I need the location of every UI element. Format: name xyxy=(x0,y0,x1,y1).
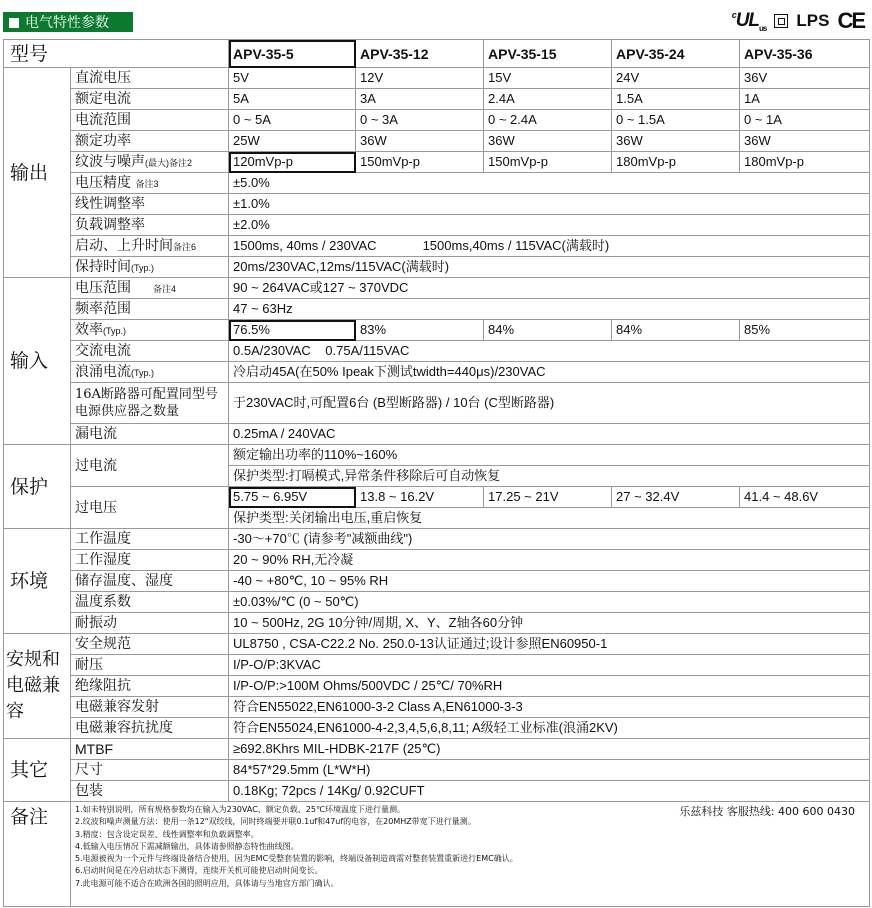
section-others: 其它 xyxy=(4,739,71,802)
cell-value: 36W xyxy=(612,131,740,152)
table-row xyxy=(4,257,870,278)
cell-value: 5.75 ~ 6.95V xyxy=(229,487,356,508)
cell-value: 0 ~ 1A xyxy=(740,110,870,131)
section-safety-emc: 安规和电磁兼容 xyxy=(4,634,71,739)
note-item: 5.电源被视为一个元件与终端设备结合使用，因为EMC受整套装置的影响，终端设备制造商需对整套装置重新进行EMC确认。 xyxy=(75,854,518,864)
table-row xyxy=(4,676,870,697)
row-label: 16A断路器可配置同型号电源供应器之数量 xyxy=(71,383,229,424)
table-row xyxy=(4,236,870,257)
table-row xyxy=(4,110,870,131)
cell-value: 符合EN55024,EN61000-4-2,3,4,5,6,8,11; A级轻工业标准(浪涌2KV) xyxy=(229,718,870,739)
cell-value: 0.25mA / 240VAC xyxy=(229,424,870,445)
cell-value: 5A xyxy=(229,89,356,110)
table-row xyxy=(4,341,870,362)
cell-value: 0.18Kg; 72pcs / 14Kg/ 0.92CUFT xyxy=(229,781,870,802)
cell-value: 冷启动45A(在50% Ipeak下测试twidth=440μs)/230VAC xyxy=(229,362,870,383)
cell-value: 于230VAC时,可配置6台 (B型断路器) / 10台 (C型断路器) xyxy=(229,383,870,424)
row-label: 工作温度 xyxy=(71,529,229,550)
cell-value: I/P-O/P:>100M Ohms/500VDC / 25℃/ 70%RH xyxy=(229,676,870,697)
table-row xyxy=(4,592,870,613)
cell-value: 84*57*29.5mm (L*W*H) xyxy=(229,760,870,781)
row-label: 电磁兼容抗扰度 xyxy=(71,718,229,739)
cell-value: 76.5% xyxy=(229,320,356,341)
cell-value: -40 ~ +80℃, 10 ~ 95% RH xyxy=(229,571,870,592)
section-title: 电气特性参数 xyxy=(25,14,109,30)
row-label: 储存温度、湿度 xyxy=(71,571,229,592)
table-row xyxy=(4,613,870,634)
cell-value: 1500ms, 40ms / 230VAC 1500ms,40ms / 115VAC(满载时) xyxy=(229,236,870,257)
row-label: 电压范围 备注4 xyxy=(71,278,229,299)
cell-value: 180mVp-p xyxy=(740,152,870,173)
table-row xyxy=(4,131,870,152)
cell-value: 27 ~ 32.4V xyxy=(612,487,740,508)
table-row xyxy=(4,655,870,676)
table-row xyxy=(4,194,870,215)
double-insulation-icon xyxy=(774,14,788,28)
cell-value: 150mVp-p xyxy=(484,152,612,173)
cell-value: 0.5A/230VAC 0.75A/115VAC xyxy=(229,341,870,362)
cell-value: 150mVp-p xyxy=(356,152,484,173)
cell-value: 5V xyxy=(229,68,356,89)
cell-value: ±1.0% xyxy=(229,194,870,215)
cell-value: 保护类型:打嗝模式,异常条件移除后可自动恢复 xyxy=(229,466,870,487)
model-row xyxy=(4,40,870,68)
note-item: 7.此电源可能不适合在欧洲各国的照明应用，具体请与当地官方部门确认。 xyxy=(75,878,339,888)
ce-logo: CE xyxy=(837,8,864,33)
row-label: 过电压 xyxy=(71,487,229,529)
table-row xyxy=(4,781,870,802)
square-icon xyxy=(9,18,19,28)
row-label: 直流电压 xyxy=(71,68,229,89)
cell-value: 12V xyxy=(356,68,484,89)
note-item: 4.低输入电压情况下需减额输出，具体请参照静态特性曲线图。 xyxy=(75,841,299,851)
table-row xyxy=(4,320,870,341)
table-row xyxy=(4,299,870,320)
notes-row xyxy=(4,802,870,907)
section-header xyxy=(3,12,133,32)
cell-value: 2.4A xyxy=(484,89,612,110)
cell-value: 15V xyxy=(484,68,612,89)
table-row xyxy=(4,529,870,550)
model-name: APV-35-5 xyxy=(229,40,356,68)
table-row xyxy=(4,215,870,236)
cell-value: 36W xyxy=(740,131,870,152)
row-label: 绝缘阻抗 xyxy=(71,676,229,697)
row-label: 尺寸 xyxy=(71,760,229,781)
row-label: MTBF xyxy=(71,739,229,760)
cell-value: 3A xyxy=(356,89,484,110)
cell-value: 25W xyxy=(229,131,356,152)
cell-value: ±5.0% xyxy=(229,173,870,194)
cell-value: 20 ~ 90% RH,无冷凝 xyxy=(229,550,870,571)
table-row xyxy=(4,383,870,424)
model-label: 型号 xyxy=(4,40,229,68)
row-label: 浪涌电流(Typ.) xyxy=(71,362,229,383)
table-row xyxy=(4,634,870,655)
note-item: 3.精度：包含设定误差、线性调整率和负载调整率。 xyxy=(75,829,259,839)
row-label: 电磁兼容发射 xyxy=(71,697,229,718)
cell-value: 180mVp-p xyxy=(612,152,740,173)
table-row xyxy=(4,739,870,760)
cell-value: 24V xyxy=(612,68,740,89)
table-row xyxy=(4,362,870,383)
row-label: 额定电流 xyxy=(71,89,229,110)
model-name: APV-35-36 xyxy=(740,40,870,68)
row-label: 频率范围 xyxy=(71,299,229,320)
table-row xyxy=(4,718,870,739)
section-notes: 备注 xyxy=(4,802,71,907)
cell-value: 41.4 ~ 48.6V xyxy=(740,487,870,508)
section-environment: 环境 xyxy=(4,529,71,634)
note-item: 1.如未特别说明，所有规格参数均在输入为230VAC、额定负载、25℃环境温度下进行量测。 xyxy=(75,805,405,814)
row-label: 启动、上升时间备注6 xyxy=(71,236,229,257)
notes-cell xyxy=(71,802,870,907)
table-row xyxy=(4,760,870,781)
spec-table xyxy=(3,39,870,907)
section-output: 输出 xyxy=(4,68,71,278)
row-label: 额定功率 xyxy=(71,131,229,152)
table-row xyxy=(4,68,870,89)
cell-value: 10 ~ 500Hz, 2G 10分钟/周期, X、Y、Z轴各60分钟 xyxy=(229,613,870,634)
row-label: 纹波与噪声(最大)备注2 xyxy=(71,152,229,173)
cell-value: 保护类型:关闭输出电压,重启恢复 xyxy=(229,508,870,529)
cell-value: 36W xyxy=(356,131,484,152)
cell-value: 额定输出功率的110%~160% xyxy=(229,445,870,466)
cell-value: 36W xyxy=(484,131,612,152)
row-label: 保持时间(Typ.) xyxy=(71,257,229,278)
row-label: 工作湿度 xyxy=(71,550,229,571)
cell-value: ±0.03%/℃ (0 ~ 50℃) xyxy=(229,592,870,613)
table-row xyxy=(4,424,870,445)
ul-logo: $^cUL_{us}$ xyxy=(731,9,767,33)
row-label: 耐振动 xyxy=(71,613,229,634)
row-label: 包装 xyxy=(71,781,229,802)
cell-value: ≥692.8Khrs MIL-HDBK-217F (25℃) xyxy=(229,739,870,760)
cell-value: 1.5A xyxy=(612,89,740,110)
cell-value: -30～+70℃ (请参考"减额曲线") xyxy=(229,529,870,550)
cell-value: 0 ~ 2.4A xyxy=(484,110,612,131)
row-label: 漏电流 xyxy=(71,424,229,445)
cell-value: 0 ~ 1.5A xyxy=(612,110,740,131)
cell-value: 85% xyxy=(740,320,870,341)
certification-marks xyxy=(732,8,864,34)
cell-value: 84% xyxy=(484,320,612,341)
cell-value: 47 ~ 63Hz xyxy=(229,299,870,320)
table-row xyxy=(4,550,870,571)
model-name: APV-35-12 xyxy=(356,40,484,68)
cell-value: 1A xyxy=(740,89,870,110)
table-row xyxy=(4,152,870,173)
cell-value: 0 ~ 3A xyxy=(356,110,484,131)
row-label: 交流电流 xyxy=(71,341,229,362)
cell-value: 0 ~ 5A xyxy=(229,110,356,131)
table-row xyxy=(4,173,870,194)
table-row xyxy=(4,697,870,718)
row-label: 负载调整率 xyxy=(71,215,229,236)
cell-value: UL8750 , CSA-C22.2 No. 250.0-13认证通过;设计参照EN60950-1 xyxy=(229,634,870,655)
cell-value: ±2.0% xyxy=(229,215,870,236)
table-row xyxy=(4,571,870,592)
table-row xyxy=(4,445,870,466)
cell-value: 84% xyxy=(612,320,740,341)
row-label: 线性调整率 xyxy=(71,194,229,215)
cell-value: 17.25 ~ 21V xyxy=(484,487,612,508)
model-name: APV-35-15 xyxy=(484,40,612,68)
section-input: 输入 xyxy=(4,278,71,445)
cell-value: 13.8 ~ 16.2V xyxy=(356,487,484,508)
note-item: 2.纹波和噪声测量方法：使用一条12"双绞线，同时终端要并联0.1uf和47uf的电容，在20MHZ带宽下进行量测。 xyxy=(75,817,476,827)
table-row xyxy=(4,89,870,110)
notes-list xyxy=(75,804,865,890)
table-row xyxy=(4,278,870,299)
cell-value: 20ms/230VAC,12ms/115VAC(满载时) xyxy=(229,257,870,278)
row-label: 电流范围 xyxy=(71,110,229,131)
customer-hotline: 乐兹科技 客服热线: 400 600 0430 xyxy=(679,805,856,818)
cell-value: 符合EN55022,EN61000-3-2 Class A,EN61000-3-3 xyxy=(229,697,870,718)
cell-value: 36V xyxy=(740,68,870,89)
row-label: 效率(Typ.) xyxy=(71,320,229,341)
cell-value: 90 ~ 264VAC或127 ~ 370VDC xyxy=(229,278,870,299)
cell-value: 83% xyxy=(356,320,484,341)
row-label: 温度系数 xyxy=(71,592,229,613)
model-name: APV-35-24 xyxy=(612,40,740,68)
section-protection: 保护 xyxy=(4,445,71,529)
cell-value: 120mVp-p xyxy=(229,152,356,173)
row-label: 安全规范 xyxy=(71,634,229,655)
cell-value: I/P-O/P:3KVAC xyxy=(229,655,870,676)
note-item: 6.启动时间是在冷启动状态下测得，连续开关机可能使启动时间变长。 xyxy=(75,866,323,876)
row-label: 电压精度 备注3 xyxy=(71,173,229,194)
row-label: 耐压 xyxy=(71,655,229,676)
lps-mark: LPS xyxy=(796,11,830,30)
row-label: 过电流 xyxy=(71,445,229,487)
table-row xyxy=(4,487,870,508)
